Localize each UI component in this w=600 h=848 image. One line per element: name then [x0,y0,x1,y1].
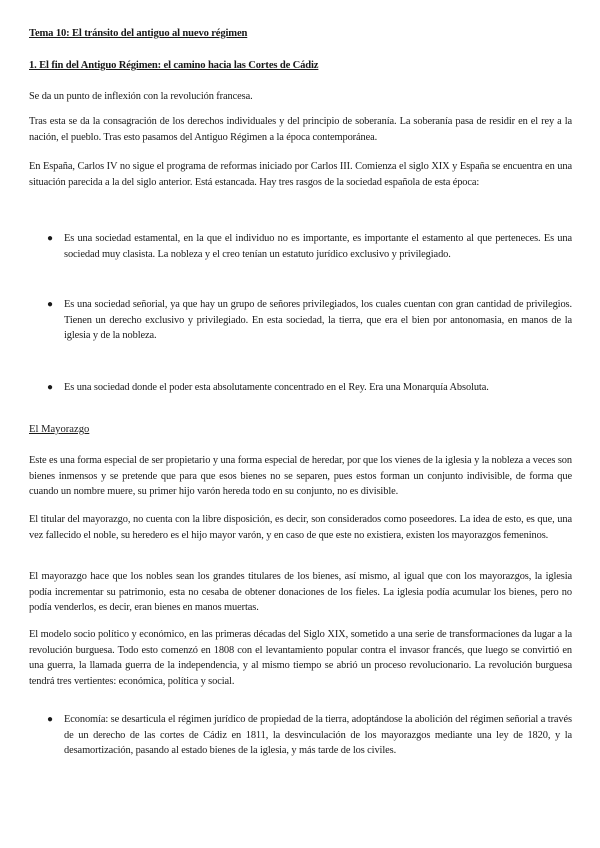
list-item [47,297,572,344]
paragraph-1: Tras esta se da la consagración de los derechos individuales y del principio de soberanía. La soberanía pasa de residir en el rey a la nación, el pueblo. Tras esto pasamos del Antiguo Régimen a la época contemporánea. [29,116,572,143]
paragraph-5: El mayorazgo hace que los nobles sean los grandes titulares de los bienes, así mismo, al igual que con los mayorazgos, la iglesia podía incrementar su patrimonio, esta no cesaba de obtener donaciones de los fieles. La iglesia podía acumular los bienes, pero no podía venderlos, es decir, eran bienes en manos muertas. [29,571,572,613]
list-item [47,712,572,759]
list-item-text: Es una sociedad señorial, ya que hay un grupo de señores privilegiados, los cuales cuentan con gran cantidad de privilegios. Tienen un derecho exclusivo y privilegiado. En esta sociedad, la tierra, que era el bien por antonomasia, en manos de la iglesia y de la nobleza. [64,299,572,341]
list-item-text: Economía: se desarticula el régimen jurídico de propiedad de la tierra, adoptándose la abolición del régimen señorial a través de un derecho de las cortes de Cádiz en 1811, la desvinculación de los mayorazgos mediante una ley de 1820, y la desamortización, pasando al estado bienes de la iglesia, y más tarde de los civiles. [64,714,572,756]
list-item [47,380,572,396]
bullet-icon: ● [47,382,54,393]
document-title: Tema 10: El tránsito del antiguo al nuevo régimen [29,28,248,39]
paragraph-2: En España, Carlos IV no sigue el programa de reformas iniciado por Carlos III. Comienza el siglo XIX y España se encuentra en una situación parecida a la del siglo anterior. Está estancada. Hay tres rasgos de la sociedad española de esta época: [29,161,572,188]
list-item-text: Es una sociedad estamental, en la que el individuo no es importante, es importante el estamento al que perteneces. Es una sociedad muy clasista. La nobleza y el creo tenían un estatuto jurídico exclusivo y privilegiado. [64,233,572,260]
paragraph-4: El titular del mayorazgo, no cuenta con la libre disposición, es decir, son considerados como poseedores. La idea de esto, es que, una vez fallecido el noble, su heredero es el hijo mayor varón, y en caso de que este no existiera, existen los mayorazgos femeninos. [29,514,572,541]
paragraph-6: El modelo socio político y económico, en las primeras décadas del Siglo XIX, sometido a una serie de transformaciones da lugar a la revolución burguesa. Todo esto comenzó en 1808 con el levantamiento popular contra el invasor francés, que luego se convirtió en una guerra, la llamada guerra de la independencia, y al mismo tiempo se abrió un proceso revolucionario. La revolución burguesa tendrá tres vertientes: económica, política y social. [29,629,572,687]
bullet-icon: ● [47,299,54,310]
bullet-icon: ● [47,714,54,725]
paragraph-intro: Se da un punto de inflexión con la revolución francesa. [29,91,253,102]
paragraph-3: Este es una forma especial de ser propietario y una forma especial de heredar, por que los vienes de la iglesia y la nobleza a veces son bienes inmensos y se pretende que para que esos bienes no se separen, pues estos forman un conjunto indivisible, de forma que cuando un nombre muere, su primer hijo varón hereda todo en su conjunto, no es divisible. [29,455,572,497]
bullet-icon: ● [47,233,54,244]
list-item-text: Es una sociedad donde el poder esta absolutamente concentrado en el Rey. Era una Monarquía Absoluta. [64,382,489,393]
list-item [47,231,572,262]
section-title: 1. El fin del Antiguo Régimen: el camino hacia las Cortes de Cádiz [29,60,319,71]
mayorazgo-heading: El Mayorazgo [29,424,90,435]
